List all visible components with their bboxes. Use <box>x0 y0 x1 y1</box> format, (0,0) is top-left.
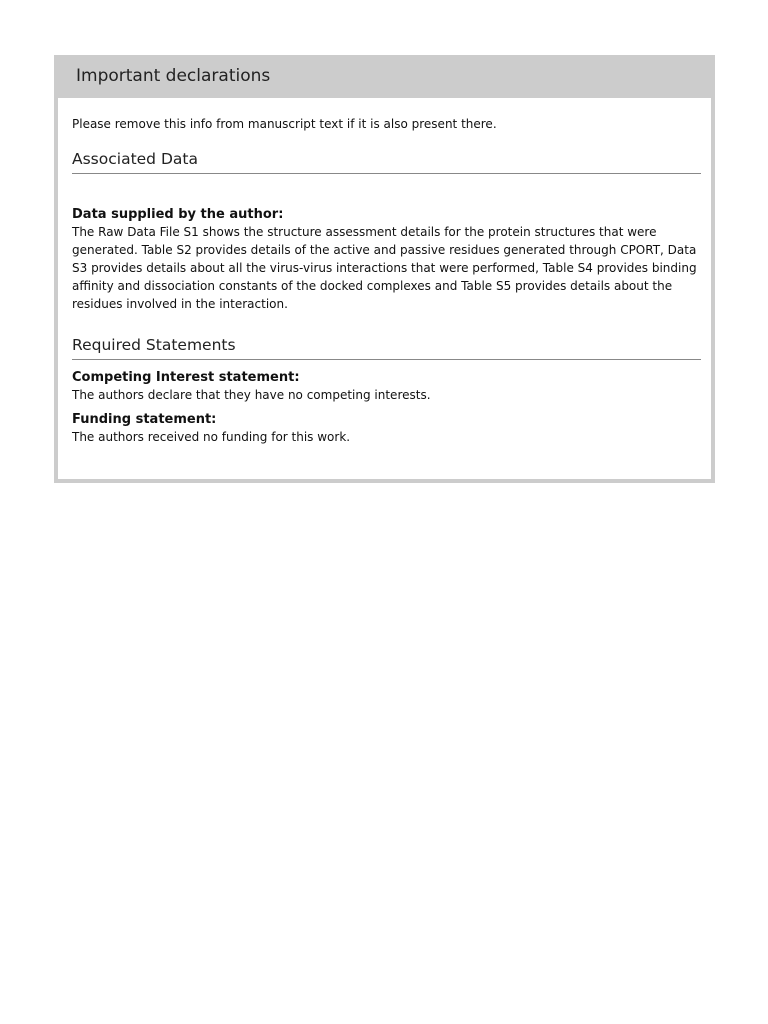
funding-text: The authors received no funding for this work. <box>72 430 351 444</box>
competing-interest-label: Competing Interest statement: <box>72 370 300 385</box>
competing-interest-text: The authors declare that they have no competing interests. <box>72 388 431 402</box>
panel-title: Important declarations <box>76 66 271 86</box>
associated-data-heading: Associated Data <box>72 149 701 174</box>
panel-body <box>58 98 711 446</box>
intro-text: Please remove this info from manuscript text if it is also present there. <box>72 117 497 131</box>
panel-header <box>54 55 715 98</box>
data-supplied-label: Data supplied by the author: <box>72 207 284 222</box>
required-statements-heading: Required Statements <box>72 335 701 360</box>
data-supplied-text: The Raw Data File S1 shows the structure assessment details for the protein structures that were generated. Table S2 provides details of the active and passive residues generated through CPORT, Data S3 provides details about all the virus-virus interactions that were performed, Table S4 provides binding affinity and dissociation constants of the docked complexes and Table S5 provides details about the residues involved in the interaction. <box>72 225 697 311</box>
funding-label: Funding statement: <box>72 412 217 427</box>
declarations-panel <box>54 55 715 483</box>
